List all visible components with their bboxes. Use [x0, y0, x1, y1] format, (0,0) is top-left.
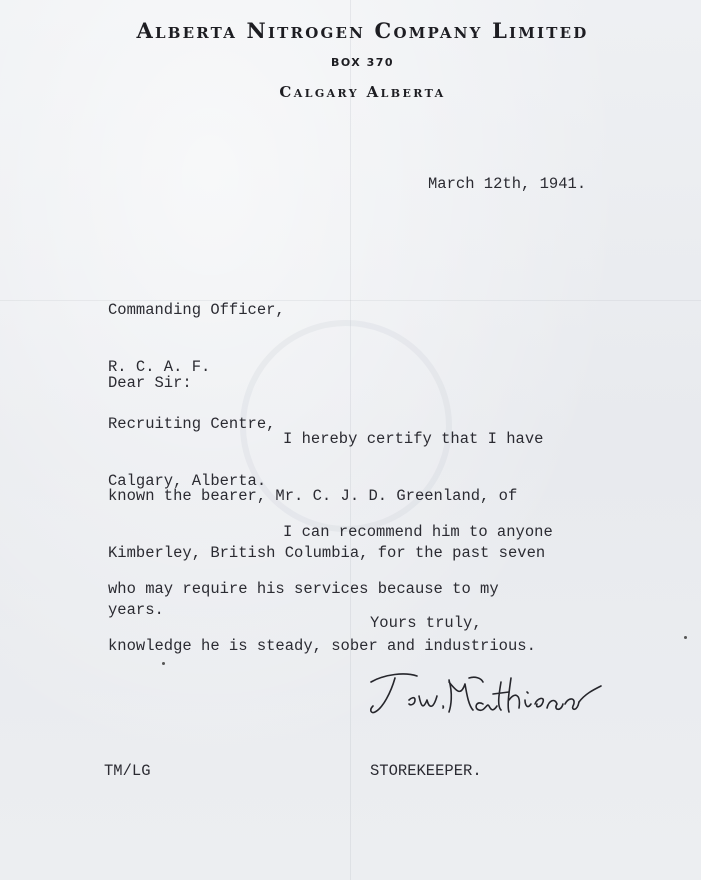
- paragraph-line: known the bearer, Mr. C. J. D. Greenland, of: [108, 487, 518, 505]
- paragraph-2-first-line: I can recommend him to anyone: [283, 523, 553, 541]
- recipient-line: Recruiting Centre,: [108, 415, 276, 433]
- letterhead-box-number: BOX 370: [330, 56, 395, 69]
- handwritten-signature: [365, 660, 615, 730]
- paragraph-1-first-line: I hereby certify that I have: [283, 430, 544, 448]
- letterhead-city: Calgary Alberta: [279, 83, 446, 101]
- paragraph-line: who may require his services because to my: [108, 580, 499, 598]
- paragraph-line: Kimberley, British Columbia, for the past seven: [108, 544, 546, 562]
- paragraph-line: knowledge he is steady, sober and industrious.: [108, 637, 536, 655]
- paper-speck: [684, 636, 687, 639]
- recipient-line: R. C. A. F.: [108, 358, 211, 376]
- typist-initials: TM/LG: [104, 762, 151, 780]
- paper-speck: [162, 662, 165, 665]
- signer-title: STOREKEEPER.: [370, 762, 482, 780]
- letterhead-company-name: Alberta Nitrogen Company Limited: [136, 18, 589, 43]
- closing: Yours truly,: [370, 614, 482, 632]
- recipient-line: Calgary, Alberta.: [108, 472, 267, 490]
- paper-fold-horizontal: [0, 300, 701, 301]
- paragraph-line: years.: [108, 601, 164, 619]
- salutation: Dear Sir:: [108, 374, 192, 392]
- recipient-line: Commanding Officer,: [108, 301, 285, 319]
- letter-date: March 12th, 1941.: [428, 175, 587, 193]
